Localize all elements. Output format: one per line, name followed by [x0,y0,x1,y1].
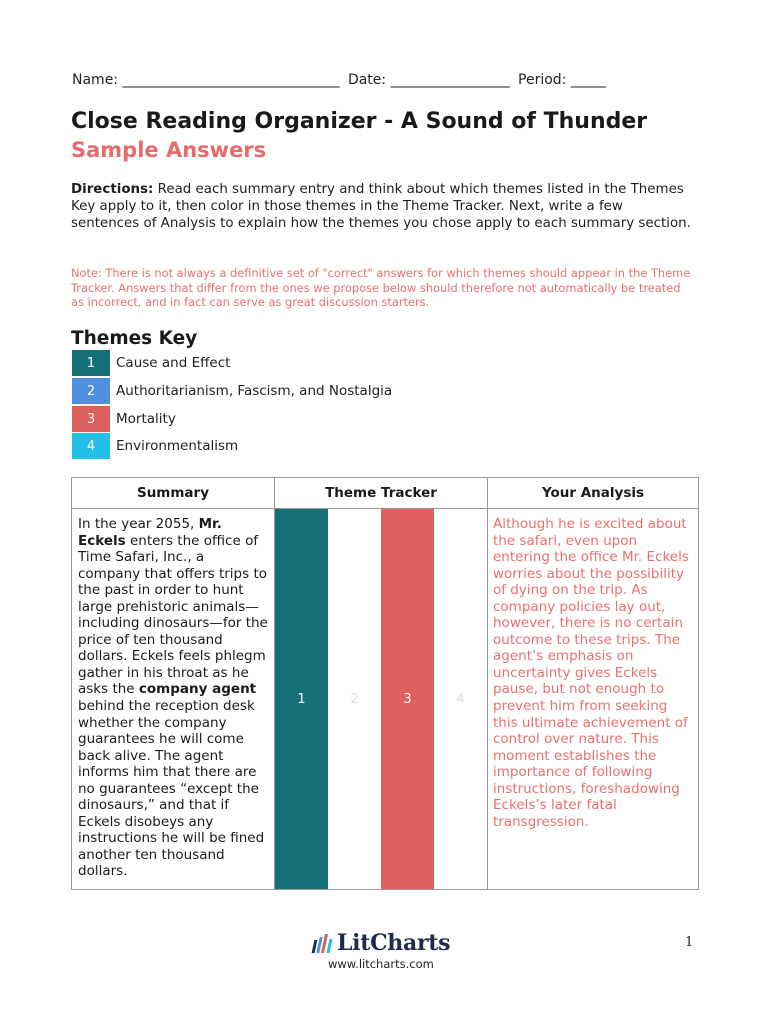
analysis-cell: Although he is excited about the safari, even upon entering the office Mr. Eckels worries about the possibility of dying on the trip. As company policies lay out, however, there is no certain outcome to these trips. The agent’s emphasis on uncertainty gives Eckels pause, but not enough to prevent him from seeking this ultimate achievement of control over nature. This moment establishes the importance of following instructions, foreshadowing Eckels’s later fatal transgression. [488,509,699,890]
theme-swatch: 1 [72,350,110,376]
theme-tracker-column-header: Theme Tracker [275,478,488,509]
analysis-column-header: Your Analysis [488,478,699,509]
directions-text: Read each summary entry and think about which themes listed in the Themes Key apply to it, then color in those themes in the Theme Tracker. Next, write a few sentences of Analysis to explain how the themes you chose apply to each summary section. [71,182,691,231]
theme-tracker-bar-1[interactable]: 1 [275,509,328,889]
character-name-mr-eckels: Mr. Eckels [78,516,222,549]
theme-key-item-cause-and-effect [72,350,230,376]
directions-label: Directions: [71,182,154,197]
summary-text: In the year 2055, [78,516,199,532]
theme-label: Environmentalism [116,438,239,454]
theme-key-item-mortality [72,406,176,432]
page-number: 1 [685,935,694,950]
summary-text: enters the office of Time Safari, Inc., a company that offers trips to the past in order to hunt large prehistoric animals—including dinosaurs—for the price of ten thousand dollars. Eckels feels phlegm gather in his throat as he asks the [78,532,268,698]
theme-label: Authoritarianism, Fascism, and Nostalgia [116,383,393,399]
summary-column-header: Summary [72,478,275,509]
student-info-line [72,72,606,88]
themes-key-heading: Themes Key [71,328,198,349]
directions-paragraph [71,181,693,232]
theme-swatch: 3 [72,406,110,432]
theme-key-item-environmentalism [72,433,238,459]
litcharts-logo-icon [313,933,333,953]
close-reading-table [71,477,699,890]
theme-swatch: 4 [72,433,110,459]
character-name-company-agent: company agent [138,681,257,698]
litcharts-logo [313,930,450,956]
name-label: Name: [72,72,119,88]
theme-tracker-bar-3[interactable]: 3 [381,509,434,889]
litcharts-brand-text: LitCharts [337,930,451,956]
summary-text: behind the reception desk whether the company guarantees he will come back alive. The agent informs him that there are no guarantees “except the dinosaurs,” and that if Eckels disobeys any instructions he will be fined another ten thousand dollars. [78,698,265,880]
table-row [72,509,699,890]
period-label: Period: [518,72,567,88]
date-blank: _________________ [390,72,510,88]
page-subtitle: Sample Answers [71,138,267,162]
period-blank: _____ [570,72,606,88]
summary-cell [72,509,275,890]
theme-key-item-authoritarianism [72,378,392,404]
theme-tracker-bar-4[interactable]: 4 [434,509,487,889]
date-label: Date: [347,72,387,88]
name-blank: _______________________________ [122,72,340,88]
theme-tracker [275,509,487,889]
theme-tracker-cell [275,509,488,890]
page-title: Close Reading Organizer - A Sound of Thunder [71,109,648,134]
theme-tracker-bar-2[interactable]: 2 [328,509,381,889]
theme-label: Cause and Effect [116,355,231,371]
table-header-row [72,478,699,509]
note-paragraph: Note: There is not always a definitive set of "correct" answers for which themes should appear in the Theme Tracker. Answers that differ from the ones we propose below should therefore not automatically be treated as incorrect, and in fact can serve as great discussion starters. [71,266,691,309]
litcharts-url: www.litcharts.com [328,957,434,971]
theme-label: Mortality [116,411,176,427]
theme-swatch: 2 [72,378,110,404]
